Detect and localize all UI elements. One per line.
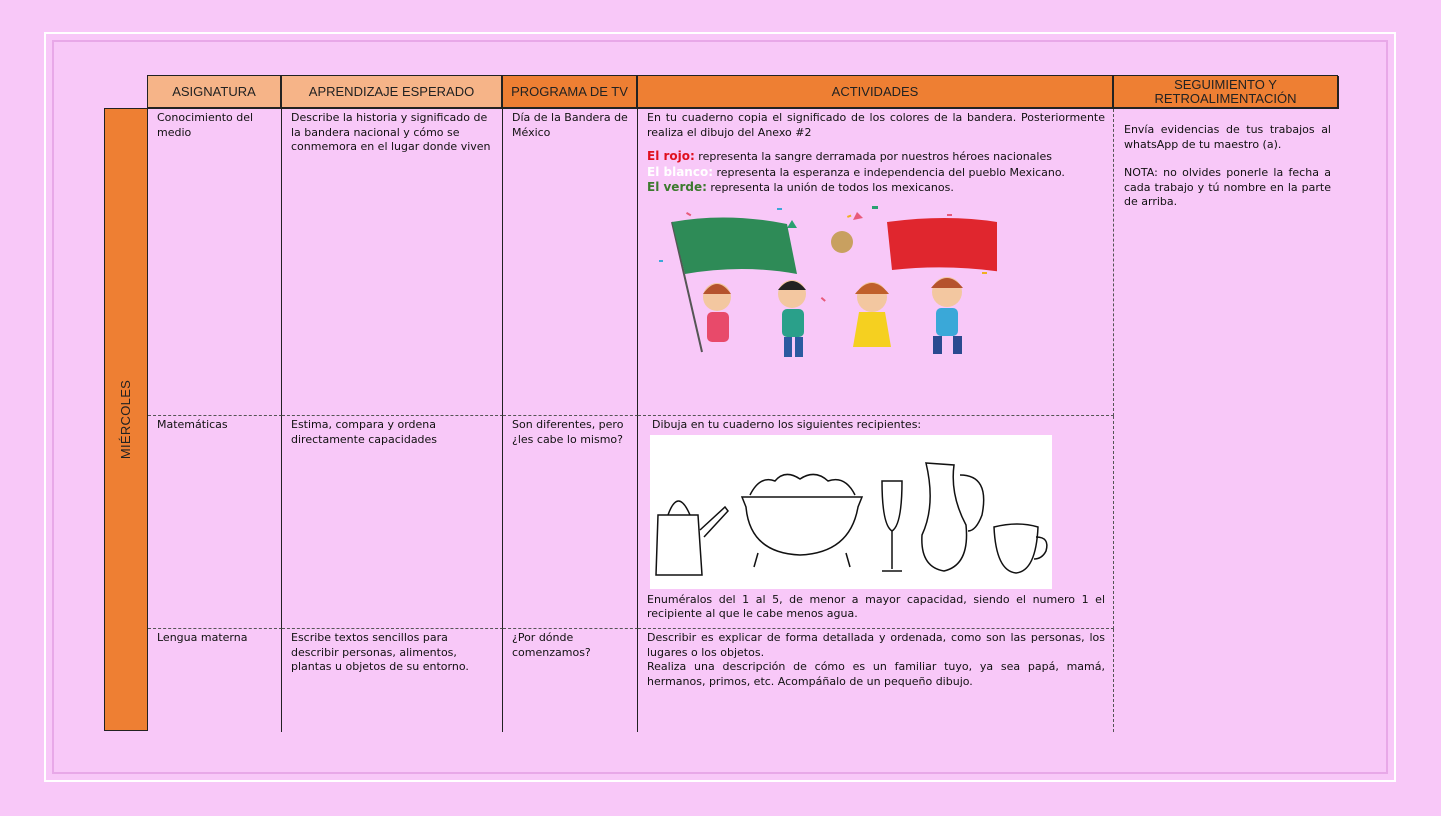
children-figures: [703, 277, 963, 357]
row1-actividades: [638, 109, 1114, 416]
row1-actividad-intro: En tu cuaderno copia el significado de los colores de la bandera. Posteriormente realiza el dibujo del Anexo #2: [647, 111, 1105, 139]
blanco-label: El blanco:: [647, 164, 713, 179]
row2-actividades: [638, 416, 1114, 629]
rojo-text: representa la sangre derramada por nuestros héroes nacionales: [694, 150, 1052, 163]
eagle-emblem: [831, 231, 853, 253]
pitcher-icon: [922, 463, 984, 571]
row1-programa: Día de la Bandera de México: [503, 109, 638, 416]
cup-icon: [994, 524, 1047, 573]
verde-label: El verde:: [647, 180, 707, 194]
containers-image: [650, 435, 1052, 589]
row1-asignatura: Conocimiento del medio: [148, 109, 282, 416]
header-actividades: ACTIVIDADES: [638, 76, 1114, 109]
day-label-column: [104, 108, 147, 731]
row3-actividades: [638, 629, 1114, 732]
flag-children-illustration: [647, 202, 997, 367]
row2-asignatura: Matemáticas: [148, 416, 282, 629]
blanco-text: representa la esperanza e independencia del pueblo Mexicano.: [713, 165, 1065, 179]
verde-text: representa la unión de todos los mexicanos.: [706, 181, 954, 194]
row2-aprendizaje: Estima, compara y ordena directamente capacidades: [282, 416, 503, 629]
row2-actividad-intro: Dibuja en tu cuaderno los siguientes recipientes:: [652, 418, 922, 431]
watering-can-icon: [656, 501, 728, 575]
header-programa: PROGRAMA DE TV: [503, 76, 638, 109]
seguimiento-p2: NOTA: no olvides ponerle la fecha a cada trabajo y tú nombre en la parte de arriba.: [1124, 166, 1331, 208]
seguimiento-p1: Envía evidencias de tus trabajos al whatsApp de tu maestro (a).: [1124, 123, 1331, 151]
header-asignatura: ASIGNATURA: [148, 76, 282, 109]
row1-aprendizaje: Describe la historia y significado de la bandera nacional y cómo se conmemora en el lugar donde viven: [282, 109, 503, 416]
seguimiento-cell: [1114, 109, 1339, 732]
header-aprendizaje: APRENDIZAJE ESPERADO: [282, 76, 503, 109]
header-seguimiento: SEGUIMIENTO Y RETROALIMENTACIÓN: [1114, 76, 1339, 109]
row3-actividad-p2: Realiza una descripción de cómo es un familiar tuyo, ya sea papá, mamá, hermanos, primos, etc. Acompáñalo de un pequeño dibujo.: [647, 660, 1105, 688]
day-label: MIÉRCOLES: [118, 379, 134, 460]
wine-glass-icon: [882, 481, 902, 571]
row1-verde-line: [647, 180, 1105, 196]
row1-rojo-line: [647, 149, 1105, 165]
row2-programa: Son diferentes, pero ¿les cabe lo mismo?: [503, 416, 638, 629]
bathtub-icon: [742, 474, 862, 567]
row2-actividad-outro: Enuméralos del 1 al 5, de menor a mayor capacidad, siendo el numero 1 el recipiente al que le cabe menos agua.: [647, 592, 1105, 620]
green-flag: [672, 217, 797, 352]
lesson-plan-table: [147, 75, 1338, 731]
row3-actividad-p1: Describir es explicar de forma detallada y ordenada, como son las personas, los lugares o los objetos.: [647, 631, 1105, 659]
rojo-label: El rojo:: [647, 149, 695, 163]
row1-blanco-line: [647, 165, 1105, 181]
row3-programa: ¿Por dónde comenzamos?: [503, 629, 638, 732]
row3-aprendizaje: Escribe textos sencillos para describir personas, alimentos, plantas u objetos de su entorno.: [282, 629, 503, 732]
row3-asignatura: Lengua materna: [148, 629, 282, 732]
red-flag: [887, 218, 997, 272]
